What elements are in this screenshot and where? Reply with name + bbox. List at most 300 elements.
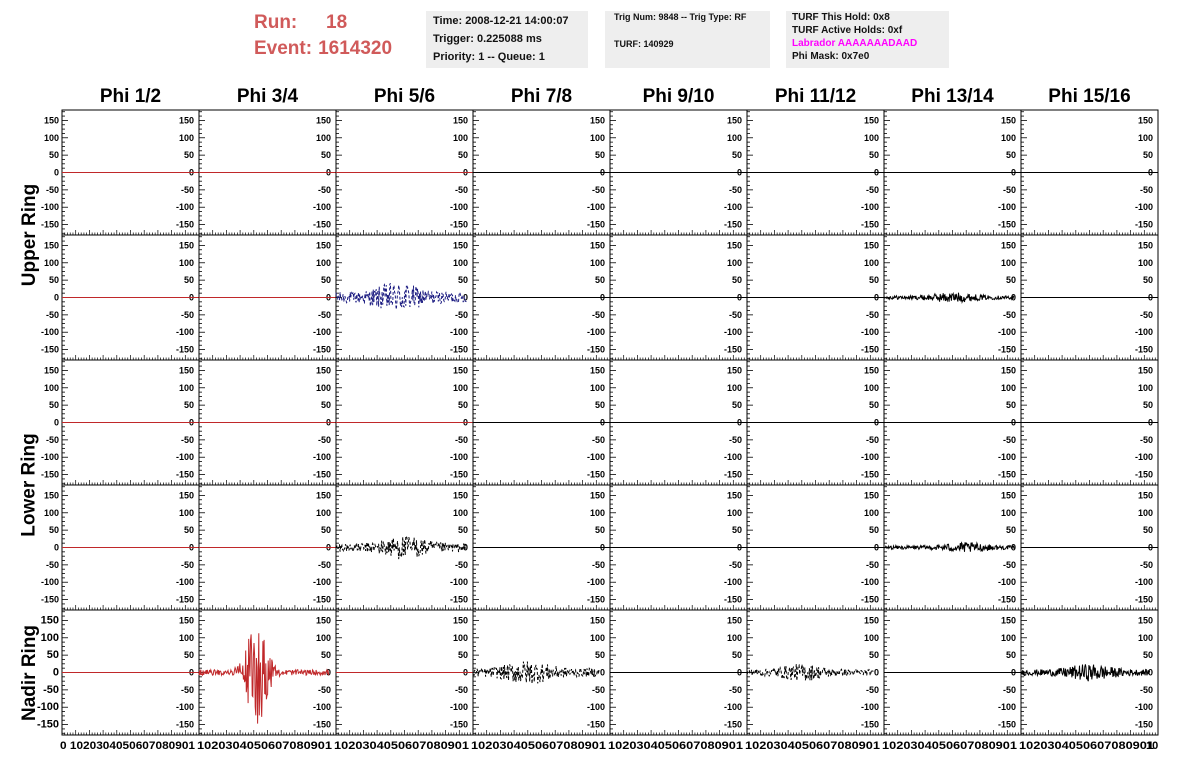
y-tick-label: 150	[315, 365, 331, 376]
y-tick-label: -150	[586, 219, 605, 230]
y-tick-label: 0	[873, 167, 879, 178]
y-tick-label: 100	[1137, 257, 1153, 268]
y-tick-label: 50	[183, 400, 194, 411]
y-tick-label: 50	[868, 275, 879, 286]
y-tick-label: 150	[1000, 490, 1016, 501]
y-tick-label: 100	[178, 257, 194, 268]
y-tick-label: 150	[1000, 240, 1016, 251]
y-tick-label: 150	[863, 490, 879, 501]
y-tick-label: -50	[1002, 184, 1016, 195]
y-tick-label: 50	[457, 275, 468, 286]
y-tick-label: -100	[312, 452, 331, 463]
trig-num-line: Trig Num: 9848 -- Trig Type: RF	[614, 12, 747, 22]
y-tick-label: -150	[723, 594, 742, 605]
y-tick-label: -50	[865, 309, 879, 320]
y-tick-label: -150	[175, 344, 194, 355]
priority-line: Priority: 1 -- Queue: 1	[433, 51, 545, 63]
y-tick-label: -50	[317, 434, 331, 445]
y-tick-label: 0	[736, 417, 742, 428]
y-tick-label: 50	[731, 525, 742, 536]
y-tick-label: 150	[726, 240, 742, 251]
y-tick-label: 150	[589, 115, 605, 126]
y-tick-label: -150	[1134, 344, 1153, 355]
y-tick-label: 50	[457, 525, 468, 536]
y-tick-label: 150	[315, 615, 331, 626]
y-tick-label: 100	[589, 507, 605, 518]
y-tick-label: 50	[320, 275, 331, 286]
y-tick-label: -100	[997, 202, 1016, 213]
y-axis-label-left: -100	[36, 701, 59, 714]
ring-label-2: Lower Ring	[19, 433, 41, 537]
y-tick-label: 150	[452, 615, 468, 626]
y-tick-label: 50	[1142, 525, 1153, 536]
y-tick-label: 0	[1147, 167, 1153, 178]
y-tick-label: 0	[325, 417, 331, 428]
y-tick-label: -100	[1134, 327, 1153, 338]
y-tick-label: 100	[452, 632, 468, 643]
y-tick-label: 150	[726, 490, 742, 501]
phi-header-4: Phi 7/8	[510, 86, 573, 107]
y-tick-label: -50	[180, 559, 194, 570]
y-tick-label: 0	[1010, 667, 1016, 678]
event-label: Event:	[254, 38, 313, 59]
y-tick-label: 50	[594, 650, 605, 661]
y-tick-label: 150	[452, 240, 468, 251]
y-tick-label: 150	[178, 115, 194, 126]
y-tick-label: 0	[325, 667, 331, 678]
y-tick-label: -100	[449, 702, 468, 713]
y-tick-label: -100	[175, 202, 194, 213]
x-axis-labels-c6: 1020304050607080901	[745, 740, 880, 752]
ring-label-3: Nadir Ring	[19, 624, 40, 721]
turf-this-hold-line: TURF This Hold: 0x8	[792, 12, 890, 23]
y-tick-label: 50	[868, 150, 879, 161]
y-tick-label: 100	[315, 132, 331, 143]
y-tick-label: 50	[1005, 525, 1016, 536]
y-tick-label: 100	[1137, 382, 1153, 393]
y-tick-label: -50	[1139, 684, 1153, 695]
y-axis-label-left: 150	[43, 490, 59, 501]
event-value: 1614320	[318, 38, 393, 59]
y-tick-label: 150	[726, 115, 742, 126]
y-tick-label: -150	[312, 469, 331, 480]
y-tick-label: 100	[452, 507, 468, 518]
y-tick-label: -50	[591, 434, 605, 445]
y-tick-label: -100	[997, 452, 1016, 463]
y-tick-label: 150	[1000, 365, 1016, 376]
x-axis-labels-c7: 1020304050607080901	[882, 740, 1017, 752]
y-tick-label: 100	[178, 132, 194, 143]
y-tick-label: 0	[188, 292, 194, 303]
y-tick-label: 0	[1010, 292, 1016, 303]
y-tick-label: 0	[462, 292, 468, 303]
y-tick-label: -150	[860, 719, 879, 730]
y-tick-label: 0	[873, 292, 879, 303]
y-tick-label: -150	[449, 594, 468, 605]
y-tick-label: 100	[1137, 132, 1153, 143]
y-axis-label-left: 150	[43, 115, 59, 126]
phi-header-3: Phi 5/6	[373, 86, 436, 107]
x-axis-labels-c8: 1020304050607080901	[1019, 740, 1154, 752]
x-axis-labels-c3: 1020304050607080901	[334, 740, 469, 752]
y-tick-label: 100	[589, 257, 605, 268]
y-tick-label: 50	[320, 650, 331, 661]
phi-header-1: Phi 1/2	[99, 86, 162, 107]
y-tick-label: -100	[1134, 577, 1153, 588]
y-tick-label: 100	[589, 132, 605, 143]
y-tick-label: -100	[449, 452, 468, 463]
y-tick-label: -100	[997, 327, 1016, 338]
y-tick-label: -100	[860, 577, 879, 588]
y-tick-label: 0	[325, 542, 331, 553]
y-tick-label: -100	[586, 327, 605, 338]
y-tick-label: 100	[315, 507, 331, 518]
y-tick-label: -100	[723, 202, 742, 213]
run-label: Run:	[254, 12, 298, 33]
y-axis-label-left: -50	[45, 184, 59, 195]
y-tick-label: -50	[1139, 434, 1153, 445]
y-tick-label: 50	[1142, 650, 1153, 661]
y-tick-label: 100	[863, 257, 879, 268]
phi-mask-line: Phi Mask: 0x7e0	[792, 51, 870, 62]
y-tick-label: -150	[449, 719, 468, 730]
y-tick-label: -150	[312, 719, 331, 730]
y-tick-label: -150	[997, 219, 1016, 230]
y-tick-label: 100	[726, 132, 742, 143]
y-tick-label: -50	[454, 184, 468, 195]
y-axis-label-left: -50	[43, 683, 59, 696]
y-tick-label: 100	[863, 132, 879, 143]
y-tick-label: -100	[449, 577, 468, 588]
y-tick-label: -150	[449, 469, 468, 480]
phi-header-8: Phi 15/16	[1048, 86, 1131, 107]
y-tick-label: -150	[860, 469, 879, 480]
y-tick-label: 0	[599, 292, 605, 303]
y-tick-label: -150	[312, 594, 331, 605]
y-tick-label: 150	[178, 240, 194, 251]
y-axis-label-left: -100	[40, 452, 59, 463]
y-tick-label: -100	[312, 702, 331, 713]
y-tick-label: -150	[586, 469, 605, 480]
x-axis-labels-c1: 0 1020304050607080901	[60, 740, 195, 752]
y-tick-label: -50	[865, 184, 879, 195]
y-tick-label: -150	[723, 719, 742, 730]
y-axis-label-left: 150	[43, 365, 59, 376]
y-tick-label: -50	[180, 684, 194, 695]
y-tick-label: 100	[452, 382, 468, 393]
y-tick-label: -150	[860, 344, 879, 355]
y-tick-label: 0	[188, 167, 194, 178]
y-tick-label: -50	[865, 684, 879, 695]
y-tick-label: 0	[462, 417, 468, 428]
trigger-line: Trigger: 0.225088 ms	[433, 33, 542, 45]
y-tick-label: -150	[997, 469, 1016, 480]
y-tick-label: 150	[863, 615, 879, 626]
y-tick-label: -150	[997, 344, 1016, 355]
y-tick-label: 150	[315, 240, 331, 251]
y-tick-label: 100	[863, 507, 879, 518]
run-value: 18	[326, 12, 348, 33]
y-axis-label-left: 0	[53, 542, 59, 553]
y-tick-label: -100	[586, 577, 605, 588]
y-axis-label-left: 0	[52, 666, 59, 679]
y-tick-label: 50	[320, 525, 331, 536]
y-tick-label: 0	[1010, 417, 1016, 428]
y-tick-label: -50	[1139, 309, 1153, 320]
y-axis-label-left: -100	[40, 327, 59, 338]
y-tick-label: 50	[457, 400, 468, 411]
y-tick-label: 0	[1147, 667, 1153, 678]
y-tick-label: -50	[317, 684, 331, 695]
y-tick-label: 100	[178, 382, 194, 393]
y-tick-label: 100	[315, 257, 331, 268]
y-tick-label: 150	[452, 490, 468, 501]
y-axis-label-left: -100	[40, 202, 59, 213]
y-tick-label: 50	[594, 275, 605, 286]
y-tick-label: 50	[1005, 650, 1016, 661]
y-tick-label: 0	[188, 417, 194, 428]
y-tick-label: -100	[860, 202, 879, 213]
y-tick-label: -50	[865, 559, 879, 570]
y-tick-label: 100	[452, 132, 468, 143]
x-axis-labels-c4: 1020304050607080901	[471, 740, 606, 752]
y-tick-label: -150	[175, 469, 194, 480]
y-tick-label: -50	[180, 309, 194, 320]
y-tick-label: 150	[863, 365, 879, 376]
y-tick-label: -150	[449, 344, 468, 355]
y-tick-label: -50	[180, 434, 194, 445]
y-axis-label-left: -150	[40, 469, 59, 480]
y-tick-label: 0	[188, 667, 194, 678]
y-tick-label: -50	[591, 309, 605, 320]
y-tick-label: -50	[454, 309, 468, 320]
y-tick-label: 150	[1137, 240, 1153, 251]
y-tick-label: 150	[452, 365, 468, 376]
waveform-r2-c3	[336, 283, 466, 309]
y-axis-label-left: -50	[45, 559, 59, 570]
y-axis-label-left: 100	[43, 257, 59, 268]
y-tick-label: -100	[860, 452, 879, 463]
y-tick-label: 100	[863, 382, 879, 393]
time-line: Time: 2008-12-21 14:00:07	[433, 15, 569, 27]
y-axis-label-left: 50	[48, 275, 59, 286]
y-tick-label: 0	[462, 167, 468, 178]
y-tick-label: 0	[325, 167, 331, 178]
y-tick-label: 50	[1142, 150, 1153, 161]
y-tick-label: -100	[860, 702, 879, 713]
y-tick-label: 100	[1000, 382, 1016, 393]
y-tick-label: -150	[175, 219, 194, 230]
y-tick-label: 100	[1000, 507, 1016, 518]
waveform-r4-c3	[336, 536, 466, 559]
y-tick-label: 50	[868, 525, 879, 536]
y-tick-label: -100	[723, 577, 742, 588]
y-tick-label: 150	[452, 115, 468, 126]
y-tick-label: -50	[728, 309, 742, 320]
waveform-r5-c4	[473, 662, 599, 684]
y-tick-label: -50	[1002, 434, 1016, 445]
y-axis-label-left: -150	[40, 344, 59, 355]
y-tick-label: 150	[315, 490, 331, 501]
phi-header-2: Phi 3/4	[236, 86, 299, 107]
y-tick-label: 150	[1137, 490, 1153, 501]
phi-header-5: Phi 9/10	[642, 86, 715, 107]
y-tick-label: 0	[873, 667, 879, 678]
turf-line: TURF: 140929	[614, 39, 674, 49]
y-tick-label: 50	[731, 650, 742, 661]
y-tick-label: -150	[723, 469, 742, 480]
y-tick-label: -150	[449, 219, 468, 230]
y-tick-label: 100	[726, 632, 742, 643]
y-tick-label: 50	[183, 275, 194, 286]
y-tick-label: -150	[1134, 594, 1153, 605]
y-tick-label: -150	[997, 594, 1016, 605]
labrador-line: Labrador AAAAAAADAAD	[792, 38, 918, 49]
y-tick-label: -100	[723, 452, 742, 463]
y-tick-label: -100	[1134, 452, 1153, 463]
y-tick-label: -50	[591, 684, 605, 695]
y-axis-label-left: 50	[48, 150, 59, 161]
y-tick-label: -100	[586, 702, 605, 713]
y-tick-label: 0	[736, 667, 742, 678]
x-axis-labels-c2: 1020304050607080901	[197, 740, 332, 752]
y-tick-label: 50	[320, 150, 331, 161]
y-tick-label: 150	[589, 490, 605, 501]
y-tick-label: 50	[320, 400, 331, 411]
y-axis-label-left: 100	[43, 132, 59, 143]
y-axis-label-left: -50	[45, 434, 59, 445]
turf-active-holds-line: TURF Active Holds: 0xf	[792, 25, 903, 36]
y-tick-label: 100	[178, 507, 194, 518]
y-tick-label: -50	[728, 184, 742, 195]
y-tick-label: -100	[586, 202, 605, 213]
y-tick-label: 150	[589, 365, 605, 376]
y-tick-label: 50	[594, 150, 605, 161]
y-tick-label: 150	[1137, 615, 1153, 626]
y-tick-label: 100	[452, 257, 468, 268]
y-tick-label: 150	[178, 365, 194, 376]
y-axis-label-left: 50	[48, 400, 59, 411]
y-tick-label: -100	[997, 577, 1016, 588]
y-axis-label-left: 150	[43, 240, 59, 251]
y-tick-label: -100	[312, 577, 331, 588]
y-tick-label: 100	[315, 382, 331, 393]
y-tick-label: -150	[312, 344, 331, 355]
y-axis-label-left: 0	[53, 167, 59, 178]
y-tick-label: -50	[1139, 559, 1153, 570]
y-tick-label: 150	[1000, 115, 1016, 126]
y-tick-label: 100	[589, 632, 605, 643]
y-axis-label-left: 0	[53, 292, 59, 303]
y-tick-label: 50	[594, 400, 605, 411]
y-tick-label: 50	[1005, 275, 1016, 286]
y-tick-label: -50	[1002, 684, 1016, 695]
y-axis-label-left: 50	[46, 649, 59, 662]
y-tick-label: 150	[1000, 615, 1016, 626]
y-tick-label: -150	[1134, 719, 1153, 730]
y-tick-label: -50	[317, 309, 331, 320]
y-tick-label: -50	[317, 559, 331, 570]
y-tick-label: -150	[175, 719, 194, 730]
y-tick-label: -100	[860, 327, 879, 338]
y-tick-label: 150	[1137, 115, 1153, 126]
x-axis-label-end: 10	[1146, 740, 1159, 752]
y-axis-label-left: 100	[43, 382, 59, 393]
y-tick-label: 50	[183, 650, 194, 661]
y-tick-label: -100	[175, 577, 194, 588]
y-tick-label: -150	[312, 219, 331, 230]
y-tick-label: 100	[589, 382, 605, 393]
y-tick-label: 150	[1137, 365, 1153, 376]
y-axis-label-left: 0	[53, 417, 59, 428]
y-axis-label-left: -100	[40, 577, 59, 588]
y-axis-label-left: 100	[43, 507, 59, 518]
y-tick-label: -100	[175, 702, 194, 713]
y-tick-label: -100	[449, 202, 468, 213]
y-tick-label: 100	[1000, 632, 1016, 643]
y-tick-label: -150	[1134, 219, 1153, 230]
waveform-r4-c7	[884, 542, 1014, 551]
y-tick-label: 100	[178, 632, 194, 643]
y-tick-label: 100	[726, 382, 742, 393]
y-tick-label: 0	[873, 417, 879, 428]
y-tick-label: -150	[586, 594, 605, 605]
y-tick-label: 0	[1147, 417, 1153, 428]
y-tick-label: -50	[454, 559, 468, 570]
y-tick-label: 150	[315, 115, 331, 126]
y-tick-label: 0	[599, 417, 605, 428]
y-tick-label: -150	[860, 219, 879, 230]
y-tick-label: 0	[188, 542, 194, 553]
y-tick-label: 0	[599, 542, 605, 553]
waveform-r2-c7	[884, 293, 1014, 302]
y-tick-label: 100	[1137, 632, 1153, 643]
y-axis-label-left: 50	[48, 525, 59, 536]
y-tick-label: -50	[454, 434, 468, 445]
y-tick-label: -150	[723, 219, 742, 230]
y-tick-label: -100	[723, 327, 742, 338]
y-tick-label: -150	[997, 719, 1016, 730]
y-tick-label: 100	[1000, 132, 1016, 143]
y-tick-label: -50	[1002, 559, 1016, 570]
y-tick-label: 50	[731, 400, 742, 411]
y-tick-label: -150	[723, 344, 742, 355]
y-tick-label: 150	[726, 615, 742, 626]
phi-header-6: Phi 11/12	[774, 86, 857, 107]
y-tick-label: 50	[731, 150, 742, 161]
y-tick-label: -100	[312, 327, 331, 338]
x-axis-labels-c5: 1020304050607080901	[608, 740, 743, 752]
y-tick-label: -100	[586, 452, 605, 463]
y-tick-label: -50	[591, 559, 605, 570]
y-tick-label: 0	[736, 542, 742, 553]
y-tick-label: 0	[1147, 542, 1153, 553]
y-tick-label: -50	[454, 684, 468, 695]
y-tick-label: -50	[728, 684, 742, 695]
y-tick-label: 50	[868, 650, 879, 661]
y-tick-label: 150	[589, 240, 605, 251]
y-tick-label: 50	[1005, 150, 1016, 161]
y-tick-label: -50	[728, 559, 742, 570]
y-tick-label: 0	[1010, 542, 1016, 553]
y-tick-label: 50	[457, 150, 468, 161]
waveform-r5-c6	[747, 664, 873, 680]
y-tick-label: 50	[183, 150, 194, 161]
y-tick-label: 150	[589, 615, 605, 626]
y-tick-label: -50	[1002, 309, 1016, 320]
y-tick-label: -100	[449, 327, 468, 338]
y-tick-label: 100	[315, 632, 331, 643]
